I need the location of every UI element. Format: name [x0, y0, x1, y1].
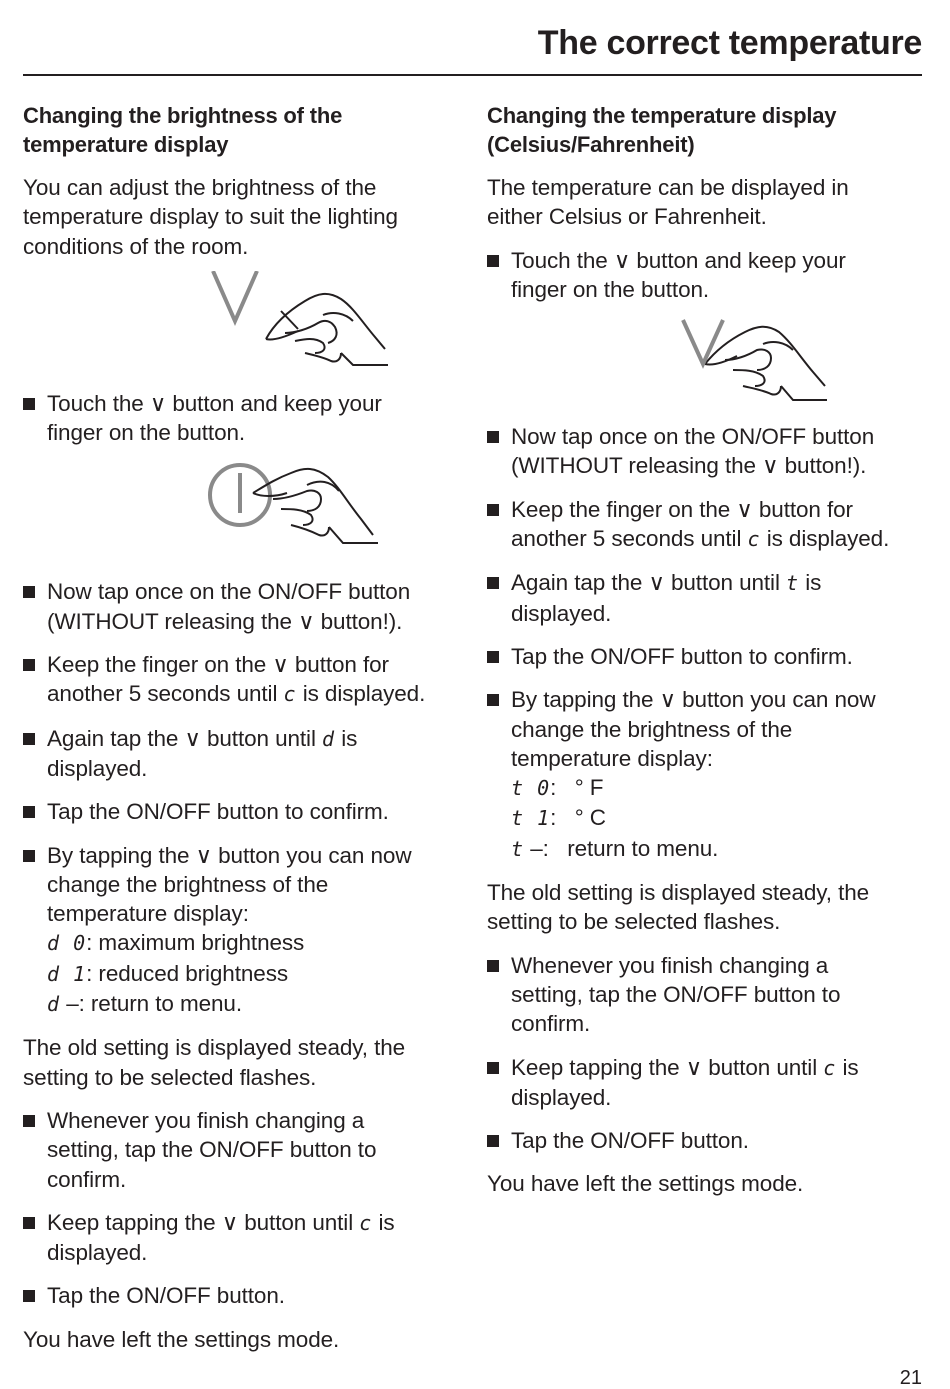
display-symbol: d 0 [47, 931, 87, 956]
bullet-square-icon [23, 1290, 35, 1302]
step-keep-finger: Keep the finger on the ∨ button for another 5 seconds until c is displayed. [23, 650, 463, 710]
intro-text: The temperature can be displayed in either Celsius or Fahrenheit. [487, 175, 849, 230]
bullet-square-icon [487, 1135, 499, 1147]
bullet-square-icon [23, 850, 35, 862]
closing-text: You have left the settings mode. [487, 1171, 804, 1197]
step-touch-down-button: Touch the ∨ button and keep your finger on the button. [487, 246, 927, 305]
step-keep-finger: Keep the finger on the ∨ button for another 5 seconds until c is displayed. [487, 495, 927, 555]
bullet-square-icon [23, 1115, 35, 1127]
display-symbol: c [283, 682, 297, 707]
bullet-square-icon [487, 960, 499, 972]
bullet-square-icon [487, 651, 499, 663]
intro-text: You can adjust the brightness of the temperature display to suit the lighting conditions of the room. [23, 175, 398, 259]
finger-touching-down-button-icon [487, 314, 927, 404]
step-confirm: Tap the ON/OFF button to confirm. [23, 797, 463, 826]
step-tap-onoff-final: Tap the ON/OFF button. [487, 1126, 927, 1155]
display-symbol: c [823, 1055, 837, 1080]
bullet-square-icon [487, 694, 499, 706]
step-tap-until-c: Keep tapping the ∨ button until c is displayed. [487, 1053, 927, 1113]
section-heading-celsius-fahrenheit: Changing the temperature display (Celsius/Fahrenheit) [487, 103, 837, 157]
step-confirm: Tap the ON/OFF button to confirm. [487, 642, 927, 671]
display-symbol: t [511, 836, 525, 861]
bullet-square-icon [487, 577, 499, 589]
step-change-brightness: By tapping the ∨ button you can now change the brightness of the temperature display: d 0: maximum brightness d 1: reduced brightness d –: return to menu. [23, 841, 463, 1020]
display-symbol: t 1 [511, 806, 551, 831]
title-rule [23, 74, 922, 76]
right-column [487, 101, 927, 1199]
step-tap-onoff: Now tap once on the ON/OFF button (WITHOUT releasing the ∨ button!). [487, 422, 927, 481]
left-column [23, 101, 463, 1354]
old-setting-text: The old setting is displayed steady, the setting to be selected flashes. [23, 1035, 406, 1090]
display-symbol: t 0 [511, 776, 551, 801]
display-symbol: d 1 [47, 961, 87, 986]
bullet-square-icon [487, 504, 499, 516]
finger-touching-down-button-icon [23, 271, 463, 371]
page-title: The correct temperature [537, 24, 922, 62]
display-symbol: c [359, 1210, 373, 1235]
bullet-square-icon [23, 806, 35, 818]
display-symbol: d [322, 726, 336, 751]
bullet-square-icon [487, 255, 499, 267]
closing-text: You have left the settings mode. [23, 1326, 340, 1352]
bullet-square-icon [487, 431, 499, 443]
step-tap-onoff: Now tap once on the ON/OFF button (WITHOUT releasing the ∨ button!). [23, 577, 463, 636]
display-symbol: c [747, 527, 761, 552]
step-touch-down-button: Touch the ∨ button and keep your finger on the button. [23, 389, 463, 448]
step-tap-until-d: Again tap the ∨ button until d is displayed. [23, 724, 463, 784]
bullet-square-icon [23, 659, 35, 671]
display-symbol: t [786, 571, 800, 596]
step-finish-changing: Whenever you finish changing a setting, tap the ON/OFF button to confirm. [487, 951, 927, 1039]
display-symbol: d [47, 992, 61, 1017]
step-tap-until-t: Again tap the ∨ button until t is displayed. [487, 568, 927, 628]
old-setting-text: The old setting is displayed steady, the setting to be selected flashes. [487, 880, 870, 935]
section-heading-brightness: Changing the brightness of the temperature display [23, 103, 343, 157]
step-tap-onoff-final: Tap the ON/OFF button. [23, 1281, 463, 1310]
bullet-square-icon [487, 1062, 499, 1074]
step-tap-until-c: Keep tapping the ∨ button until c is displayed. [23, 1208, 463, 1268]
step-finish-changing: Whenever you finish changing a setting, tap the ON/OFF button to confirm. [23, 1106, 463, 1194]
step-change-unit: By tapping the ∨ button you can now change the brightness of the temperature display: t 0: ° F t 1: ° C t –: return to menu. [487, 685, 927, 864]
bullet-square-icon [23, 733, 35, 745]
page-number: 21 [899, 1367, 922, 1389]
finger-touching-onoff-button-icon [23, 457, 463, 557]
bullet-square-icon [23, 1217, 35, 1229]
bullet-square-icon [23, 586, 35, 598]
bullet-square-icon [23, 398, 35, 410]
